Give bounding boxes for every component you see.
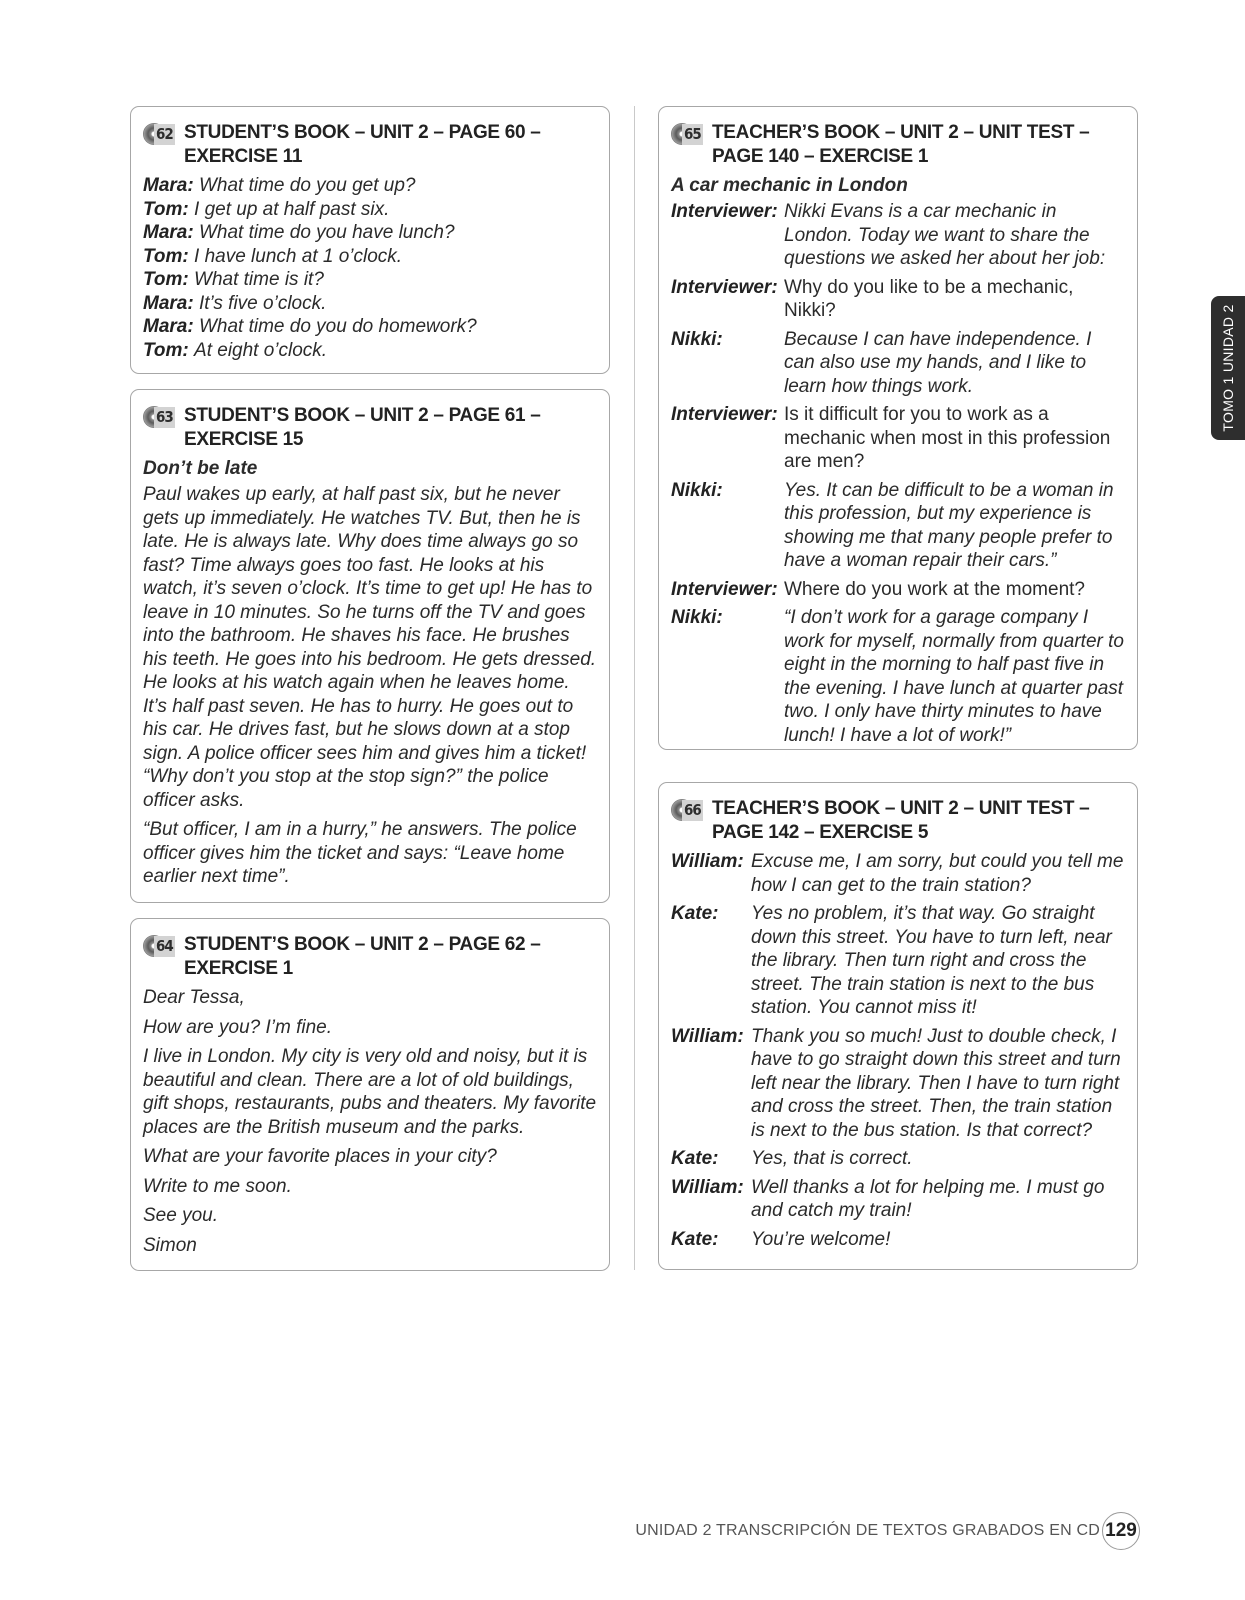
speaker: Tom:: [143, 198, 189, 220]
cd-track-icon: [143, 122, 177, 146]
track-number: 62: [156, 125, 173, 143]
box-title: [184, 933, 541, 981]
speaker: Nikki:: [671, 479, 723, 501]
dialogue-line: [671, 1025, 1125, 1143]
transcript-box-64: [130, 918, 610, 1271]
title-line-1: TEACHER’S BOOK – UNIT 2 – UNIT TEST –: [712, 798, 1090, 819]
story-paragraph-2: “But officer, I am in a hurry,” he answers. The police officer gives him the ticket and says: “Leave home earlier next time”.: [143, 819, 577, 887]
transcript-box-65: [658, 106, 1138, 750]
utterance: Because I can have independence. I can also use my hands, and I like to learn how things work.: [784, 328, 1092, 397]
dialogue-line: [671, 276, 1125, 323]
speaker: Interviewer:: [671, 276, 778, 298]
speaker: William:: [671, 851, 744, 872]
letter-paragraph: Write to me soon.: [143, 1175, 292, 1197]
speaker: Mara:: [143, 222, 194, 243]
speaker: Interviewer:: [671, 201, 778, 222]
letter-paragraph: I live in London. My city is very old and noisy, but it is beautiful and clean. There are a lot of old buildings, gift shops, restaurants, pubs and theaters. My favorite places are the British museum and the parks.: [143, 1046, 597, 1138]
right-column: [658, 106, 1138, 1270]
title-line-2: EXERCISE 1: [184, 958, 293, 979]
side-tab-label: TOMO 1 UNIDAD 2: [1220, 304, 1236, 432]
utterance: Well thanks a lot for helping me. I must go and catch my train!: [751, 1176, 1105, 1221]
title-line-1: STUDENT’S BOOK – UNIT 2 – PAGE 60 –: [184, 122, 541, 143]
utterance: You’re welcome!: [751, 1228, 891, 1250]
speaker: Tom:: [143, 269, 189, 290]
speaker: William:: [671, 1176, 744, 1198]
box-title: [712, 797, 1089, 845]
box-header: [671, 797, 1125, 845]
dialogue-line: [671, 328, 1125, 399]
cd-track-icon: [671, 122, 705, 146]
transcript-box-63: [130, 389, 610, 903]
box-header: [143, 121, 597, 169]
dialogue-line: [671, 403, 1125, 474]
box-header: [143, 404, 597, 452]
dialogue-line: [671, 902, 1125, 1020]
box-title: [184, 404, 541, 452]
utterance: It’s five o’clock.: [198, 292, 327, 314]
letter-closing: See you.: [143, 1205, 218, 1226]
speaker: Interviewer:: [671, 578, 778, 600]
utterance: Why do you like to be a mechanic, Nikki?: [784, 276, 1074, 321]
dialogue-line: [143, 221, 597, 245]
footer-text: UNIDAD 2 TRANSCRIPCIÓN DE TEXTOS GRABADOS EN CD: [635, 1522, 1100, 1539]
letter-paragraph: What are your favorite places in your city?: [143, 1146, 497, 1167]
track-number: 66: [684, 801, 701, 819]
side-tab: [1211, 296, 1245, 440]
utterance: What time is it?: [194, 269, 324, 290]
left-column: [130, 106, 610, 1271]
dialogue-line: [671, 1147, 1125, 1171]
transcript-box-66: [658, 782, 1138, 1270]
cd-track-icon: [143, 934, 177, 958]
dialogue-line: [143, 245, 597, 269]
page-footer: [600, 1512, 1160, 1552]
interview-title: A car mechanic in London: [671, 175, 908, 196]
dialogue-line: [671, 200, 1125, 271]
utterance: “I don’t work for a garage company I work for myself, normally from quarter to eight in the morning to half past five in the evening. I have lunch at quarter past two. I only have thirty minutes to have lunch! I have a lot of work!”: [784, 607, 1124, 746]
speaker: Kate:: [671, 1228, 719, 1250]
box-header: [143, 933, 597, 981]
speaker: Kate:: [671, 1148, 719, 1169]
utterance: I get up at half past six.: [194, 198, 390, 220]
page-number: 129: [1102, 1512, 1140, 1550]
column-divider: [634, 106, 635, 1270]
utterance: Where do you work at the moment?: [784, 578, 1085, 600]
utterance: Is it difficult for you to work as a mechanic when most in this profession are men?: [784, 404, 1111, 472]
speaker: Nikki:: [671, 607, 723, 628]
dialogue-line: [143, 292, 597, 316]
utterance: Yes, that is correct.: [751, 1148, 913, 1169]
dialogue-line: [143, 315, 597, 339]
dialogue-line: [143, 174, 597, 198]
title-line-1: STUDENT’S BOOK – UNIT 2 – PAGE 62 –: [184, 934, 541, 955]
dialogue-line: [671, 850, 1125, 897]
cd-track-icon: [143, 405, 177, 429]
speaker: Tom:: [143, 245, 189, 267]
dialogue-line: [143, 339, 597, 363]
dialogue-line: [143, 198, 597, 222]
dialogue-line: [671, 479, 1125, 573]
letter-signature: Simon: [143, 1234, 197, 1256]
utterance: Thank you so much! Just to double check, I have to go straight down this street and turn left near the library. Then I have to turn right and cross the street. Then, the train station is next to the bus station. Is that correct?: [751, 1025, 1121, 1141]
track-number: 64: [156, 937, 173, 955]
transcript-box-62: [130, 106, 610, 374]
utterance: At eight o’clock.: [194, 339, 328, 361]
speaker: Interviewer:: [671, 404, 778, 425]
speaker: Tom:: [143, 339, 189, 361]
box-header: [671, 121, 1125, 169]
story-title: Don’t be late: [143, 458, 258, 479]
utterance: Yes no problem, it’s that way. Go straight down this street. You have to turn left, near the library. Then turn right and cross the street. The train station is next to the bus station. You cannot miss it!: [751, 903, 1112, 1018]
box-title: [712, 121, 1089, 169]
dialogue-line: [143, 268, 597, 292]
speaker: Nikki:: [671, 328, 723, 350]
utterance: Excuse me, I am sorry, but could you tell me how I can get to the train station?: [751, 851, 1124, 896]
title-line-2: EXERCISE 11: [184, 146, 303, 167]
track-number: 63: [156, 408, 173, 426]
title-line-2: PAGE 142 – EXERCISE 5: [712, 822, 929, 843]
dialogue-line: [671, 606, 1125, 747]
title-line-1: STUDENT’S BOOK – UNIT 2 – PAGE 61 –: [184, 405, 541, 426]
letter-greeting: Dear Tessa,: [143, 987, 245, 1008]
speaker: Mara:: [143, 175, 194, 196]
title-line-2: EXERCISE 15: [184, 429, 304, 450]
dialogue-line: [671, 1176, 1125, 1223]
track-number: 65: [684, 125, 701, 143]
utterance: What time do you do homework?: [198, 316, 477, 337]
dialogue-line: [671, 578, 1125, 602]
dialogue-line: [671, 1228, 1125, 1252]
speaker: Mara:: [143, 316, 194, 337]
letter-paragraph: How are you? I’m fine.: [143, 1016, 333, 1038]
speaker: William:: [671, 1025, 744, 1047]
box-title: [184, 121, 541, 169]
speaker: Mara:: [143, 292, 194, 314]
utterance: Nikki Evans is a car mechanic in London. Today we want to share the questions we asked her about her job:: [784, 201, 1106, 269]
utterance: I have lunch at 1 o’clock.: [194, 245, 403, 267]
story-paragraph-1: Paul wakes up early, at half past six, but he never gets up immediately. He watches TV. But, then he is late. He is always late. Why does time always go so fast? Time always goes too fast. He looks at his watch, it’s seven o’clock. It’s time to get up! He has to leave in 10 minutes. So he turns off the TV and goes into the bathroom. He shaves his face. He brushes his teeth. He goes into his bedroom. He gets dressed. He looks at his watch again when he leaves home. It’s half past seven. He has to hurry. He goes out to his car. He drives fast, but he slows down at a stop sign. A police officer sees him and gives him a ticket! “Why don’t you stop at the stop sign?” the police officer asks.: [143, 484, 597, 811]
speaker: Kate:: [671, 903, 719, 924]
cd-track-icon: [671, 798, 705, 822]
utterance: What time do you get up?: [198, 175, 416, 196]
title-line-2: PAGE 140 – EXERCISE 1: [712, 146, 929, 167]
dialogue: [143, 174, 597, 362]
title-line-1: TEACHER’S BOOK – UNIT 2 – UNIT TEST –: [712, 122, 1090, 143]
utterance: What time do you have lunch?: [198, 222, 455, 243]
utterance: Yes. It can be difficult to be a woman in this profession, but my experience is showing me that many people prefer to have a woman repair their cars.”: [784, 479, 1114, 571]
